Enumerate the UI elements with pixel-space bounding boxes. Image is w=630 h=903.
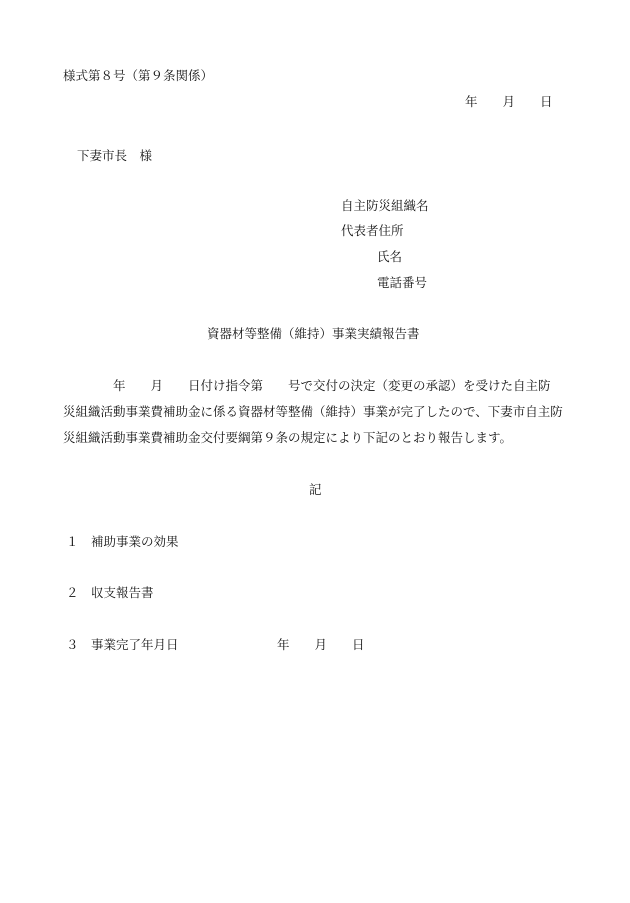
addressee: 下妻市長 様 [77, 148, 153, 163]
applicant-name-label: 氏名 [377, 249, 403, 264]
ki-heading: 記 [309, 482, 322, 497]
item-2-label: ２ 収支報告書 [66, 585, 154, 600]
applicant-rep-address-label: 代表者住所 [341, 223, 404, 238]
item-1-label: １ 補助事業の効果 [66, 534, 179, 549]
document-title: 資器材等整備（維持）事業実績報告書 [207, 326, 420, 341]
body-line-2: 災組織活動事業費補助金に係る資器材等整備（維持）事業が完了したので、下妻市自主防 [63, 404, 563, 419]
applicant-phone-label: 電話番号 [377, 275, 428, 290]
form-number: 様式第８号（第９条関係） [63, 68, 214, 83]
date-line: 年 月 日 [465, 94, 553, 109]
item-3-value: 年 月 日 [277, 637, 365, 652]
item-3-label: ３ 事業完了年月日 [66, 637, 179, 652]
applicant-org-name-label: 自主防災組織名 [341, 198, 429, 213]
body-line-3: 災組織活動事業費補助金交付要綱第９条の規定により下記のとおり報告します。 [63, 430, 513, 445]
body-line-1: 年 月 日付け指令第 号で交付の決定（変更の承認）を受けた自主防 [63, 378, 551, 393]
